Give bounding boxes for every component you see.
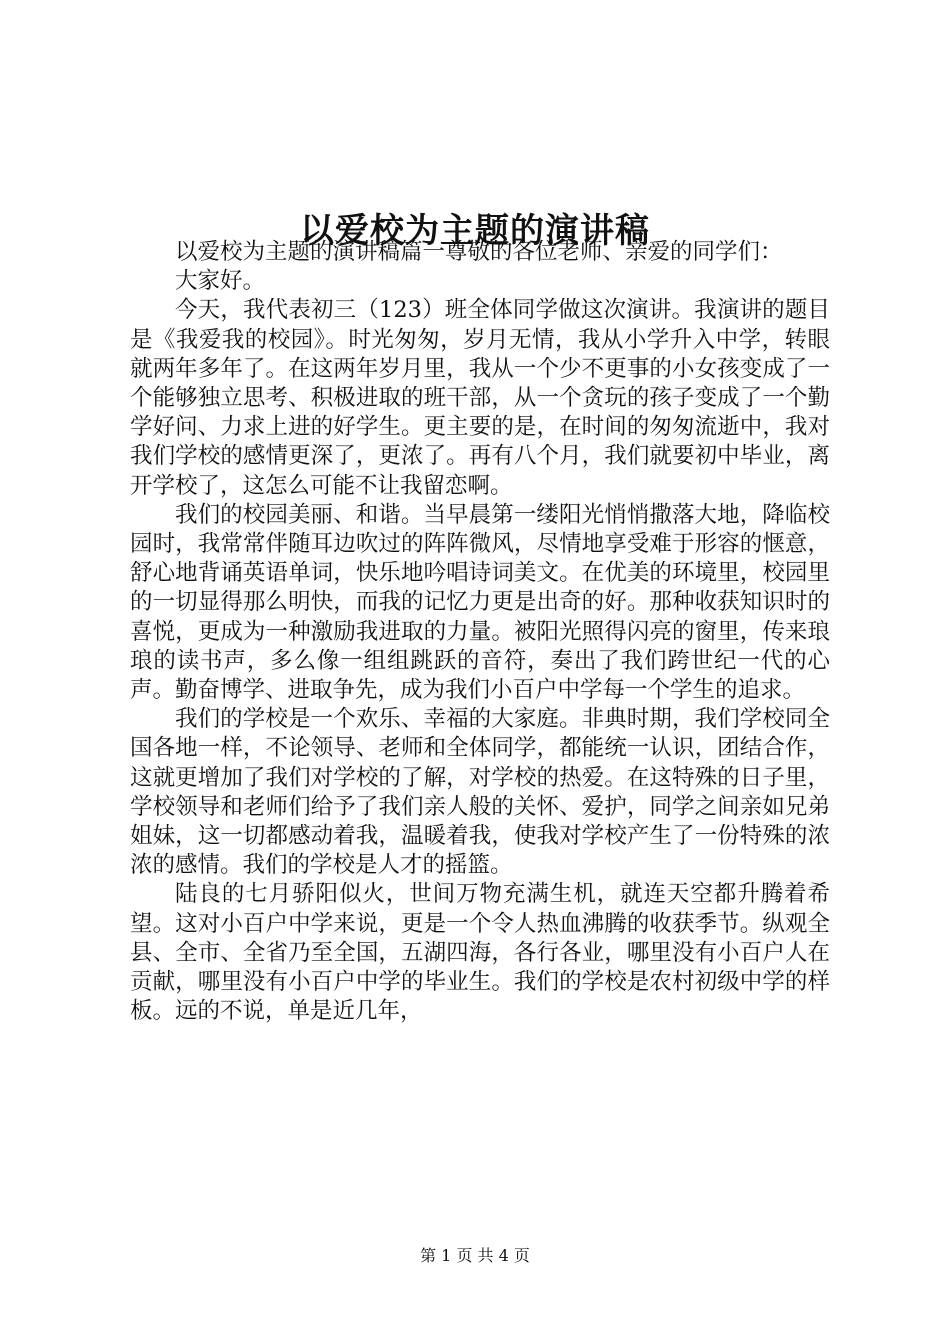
document-title: 以爱校为主题的演讲稿	[300, 210, 650, 251]
paragraph-hello: 大家好。	[175, 268, 266, 295]
paragraph-family: 我们的学校是一个欢乐、幸福的大家庭。非典时期，我们学校同全国各地一样，不论领导、老师和全体同学，都能统一认识，团结合作，这就更增加了我们对学校的了解，对学校的热爱。在这特殊的日子里，学校领导和老师们给予了我们亲人般的关怀、爱护，同学之间亲如兄弟姐妹，这一切都感动着我，温暖着我，使我对学校产生了一份特殊的浓浓的感情。我们的学校是人才的摇篮。	[130, 706, 830, 879]
paragraph-greeting: 以爱校为主题的演讲稿篇一尊敬的各位老师、亲爱的同学们：	[175, 239, 783, 265]
document-body	[130, 238, 830, 1026]
paragraph-intro: 今天，我代表初三（123）班全体同学做这次演讲。我演讲的题目是《我爱我的校园》。时光匆匆，岁月无情，我从小学升入中学，转眼就两年多年了。在这两年岁月里，我从一个少不更事的小女孩变成了一个能够独立思考、积极进取的班干部，从一个贪玩的孩子变成了一个勤学好问、力求上进的好学生。更主要的是，在时间的匆匆流逝中，我对我们学校的感情更深了，更浓了。再有八个月，我们就要初中毕业，离开学校了，这怎么可能不让我留恋啊。	[130, 297, 830, 499]
paragraph-july: 陆良的七月骄阳似火，世间万物充满生机，就连天空都升腾着希望。这对小百户中学来说，更是一个令人热血沸腾的收获季节。纵观全县、全市、全省乃至全国，五湖四海，各行各业，哪里没有小百户人在贡献，哪里没有小百户中学的毕业生。我们的学校是农村初级中学的样板。远的不说，单是近几年，	[130, 881, 830, 1025]
page-footer: 第 1 页 共 4 页	[420, 1246, 530, 1265]
paragraph-campus: 我们的校园美丽、和谐。当早晨第一缕阳光悄悄撒落大地，降临校园时，我常常伴随耳边吹过的阵阵微风，尽情地享受难于形容的惬意，舒心地背诵英语单词，快乐地吟唱诗词美文。在优美的环境里，校园里的一切显得那么明快，而我的记忆力更是出奇的好。那种收获知识时的喜悦，更成为一种激励我进取的力量。被阳光照得闪亮的窗里，传来琅琅的读书声，多么像一组组跳跃的音符，奏出了我们跨世纪一代的心声。勤奋博学、进取争先，成为我们小百户中学每一个学生的追求。	[130, 501, 830, 704]
